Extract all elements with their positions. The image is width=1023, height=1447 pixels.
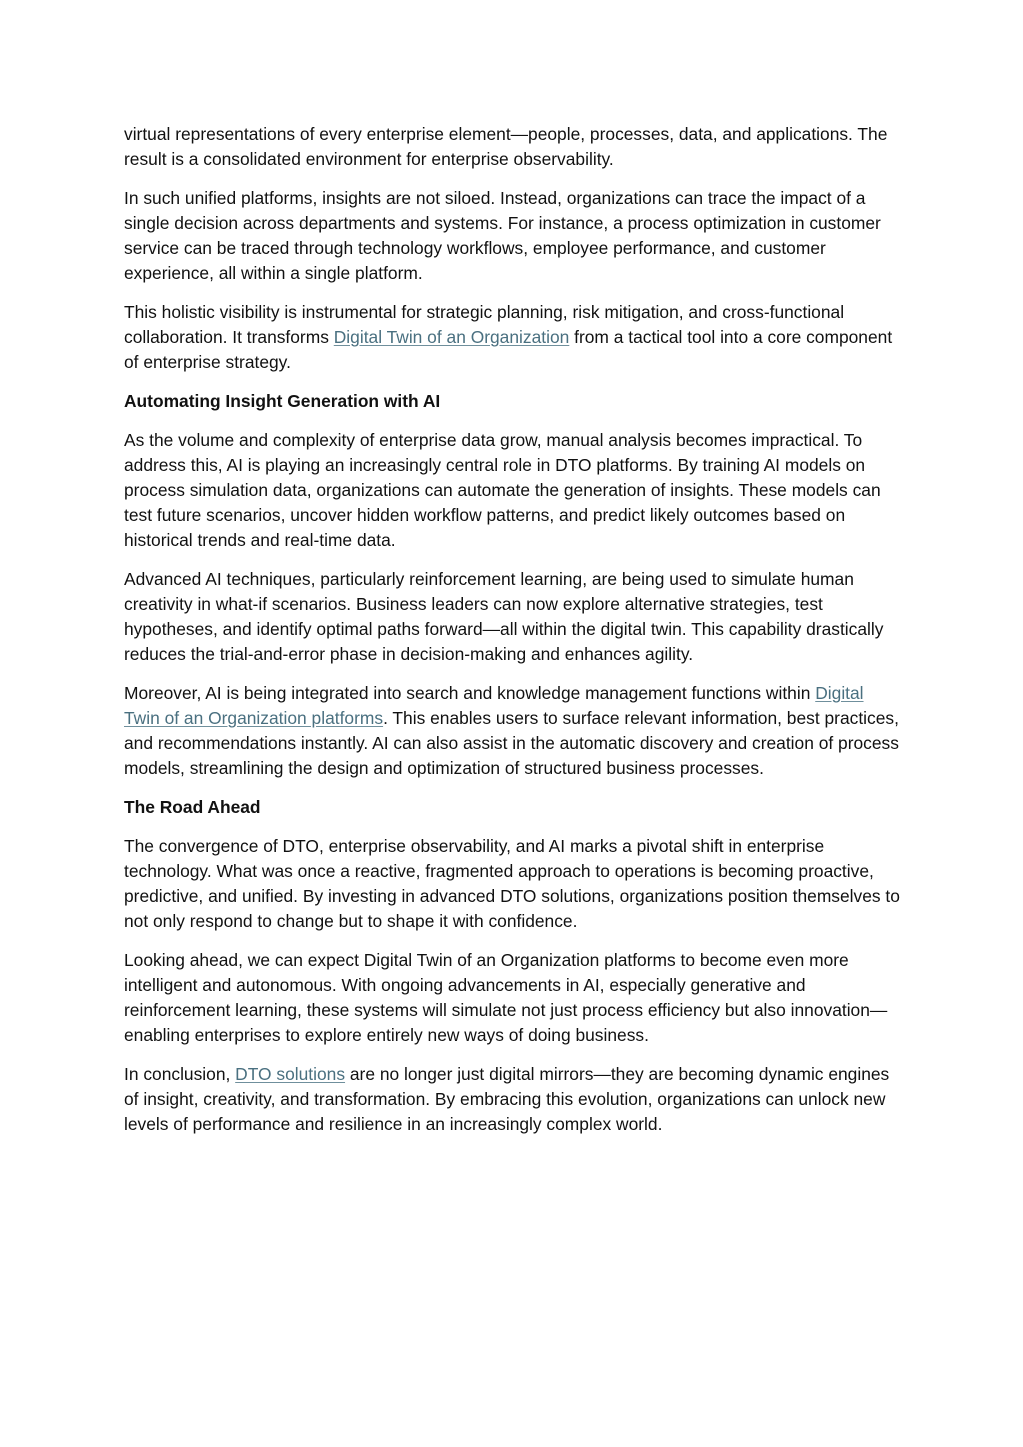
paragraph-9-text-before: In conclusion, bbox=[124, 1064, 236, 1084]
paragraph-5: Advanced AI techniques, particularly reinforcement learning, are being used to simulate human creativity in what-if scenarios. Business leaders can now explore alternative strategies, test hypotheses, and identify optimal paths forward—all within the digital twin. This capability drastically reduces the trial-and-error phase in decision-making and enhances agility. bbox=[124, 569, 884, 664]
paragraph-4: As the volume and complexity of enterprise data grow, manual analysis becomes impractical. To address this, AI is playing an increasingly central role in DTO platforms. By training AI models on process simulation data, organizations can automate the generation of insights. These models can test future scenarios, uncover hidden workflow patterns, and predict likely outcomes based on historical trends and real-time data. bbox=[124, 430, 881, 550]
paragraph-6-text-after: . This enables users to surface relevant information, best practices, and recommendations instantly. AI can also assist in the automatic discovery and creation of process models, streamlining the design and optimization of structured business processes. bbox=[124, 708, 899, 778]
link-dto-solutions[interactable]: DTO solutions bbox=[235, 1064, 346, 1084]
paragraph-7: The convergence of DTO, enterprise observability, and AI marks a pivotal shift in enterprise technology. What was once a reactive, fragmented approach to operations is becoming proactive, predictive, and unified. By investing in advanced DTO solutions, organizations position themselves to not only respond to change but to shape it with confidence. bbox=[124, 836, 900, 931]
paragraph-6-text-before: Moreover, AI is being integrated into search and knowledge management functions within bbox=[124, 683, 816, 703]
paragraph-1: virtual representations of every enterprise element—people, processes, data, and applications. The result is a consolidated environment for enterprise observability. bbox=[124, 124, 888, 169]
paragraph-3 bbox=[124, 300, 902, 375]
link-digital-twin-of-an-organization[interactable]: Digital Twin of an Organization bbox=[333, 327, 570, 347]
paragraph-2: In such unified platforms, insights are not siloed. Instead, organizations can trace the impact of a single decision across departments and systems. For instance, a process optimization in customer service can be traced through technology workflows, employee performance, and customer experience, all within a single platform. bbox=[124, 188, 881, 283]
paragraph-3-text-before: This holistic visibility is instrumental for strategic planning, risk mitigation, and cross-functional collaboration. It transforms bbox=[124, 302, 845, 347]
paragraph-9 bbox=[124, 1062, 902, 1137]
paragraph-3-text-after: from a tactical tool into a core component of enterprise strategy. bbox=[124, 327, 893, 372]
document-page bbox=[124, 122, 902, 1151]
paragraph-9-text-after: are no longer just digital mirrors—they are becoming dynamic engines of insight, creativity, and transformation. By embracing this evolution, organizations can unlock new levels of performance and resilience in an increasingly complex world. bbox=[124, 1064, 890, 1134]
heading-automating-insight-generation: Automating Insight Generation with AI bbox=[124, 391, 441, 411]
link-digital-twin-platforms[interactable]: Digital Twin of an Organization platforms bbox=[124, 683, 864, 728]
paragraph-8: Looking ahead, we can expect Digital Twin of an Organization platforms to become even more intelligent and autonomous. With ongoing advancements in AI, especially generative and reinforcement learning, these systems will simulate not just process efficiency but also innovation—enabling enterprises to explore entirely new ways of doing business. bbox=[124, 950, 888, 1045]
heading-the-road-ahead: The Road Ahead bbox=[124, 797, 261, 817]
paragraph-6 bbox=[124, 681, 902, 781]
